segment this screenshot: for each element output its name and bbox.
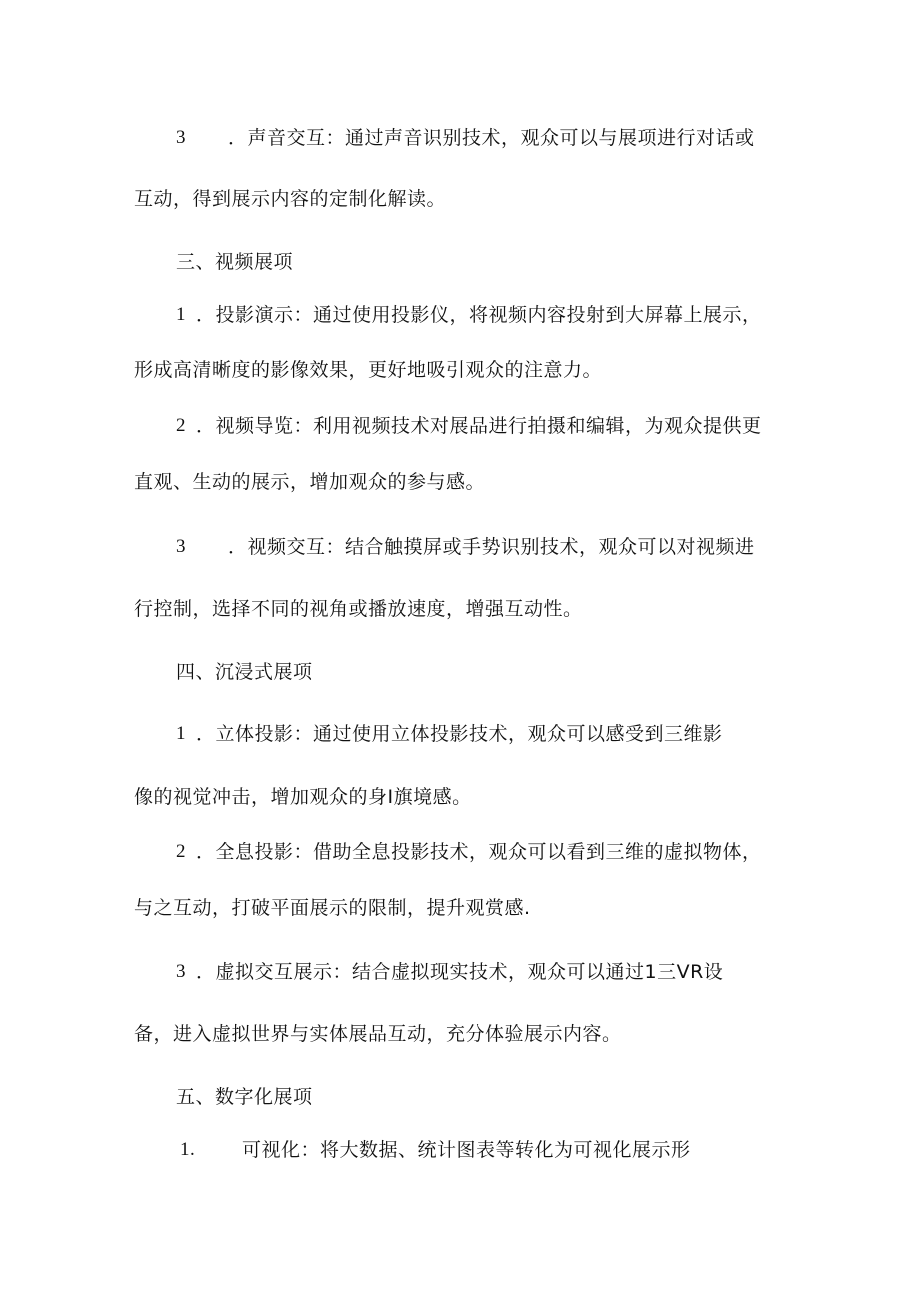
paragraph-line: 互动，得到展示内容的定制化解读。 [134,188,447,210]
paragraph-line: ．虚拟交互展示：结合虚拟现实技术，观众可以通过1三VR设 [196,961,724,983]
item-number: 1 [176,723,186,744]
paragraph-line: ．立体投影：通过使用立体投影技术，观众可以感受到三维影 [196,723,723,745]
paragraph-line: 行控制，选择不同的视角或播放速度，增强互动性。 [134,598,583,620]
paragraph-line: ．视频交互：结合触摸屏或手势识别技术，观众可以对视频进 [228,536,755,558]
item-number: 3 [176,127,186,148]
section-heading: 三、视频展项 [176,251,294,273]
paragraph-line: 备，进入虚拟世界与实体展品互动，充分体验展示内容。 [134,1023,622,1045]
paragraph-line: ．视频导览：利用视频技术对展品进行拍摄和编辑，为观众提供更 [196,415,762,437]
item-number: 1 [176,304,186,325]
paragraph-line: 直观、生动的展示，增加观众的参与感。 [134,471,486,493]
item-number: 1. [180,1139,196,1160]
paragraph-line: 可视化：将大数据、统计图表等转化为可视化展示形 [242,1139,691,1161]
item-number: 2 [176,415,186,436]
item-number: 3 [176,961,186,982]
section-heading: 四、沉浸式展项 [176,661,313,683]
paragraph-line: ．声音交互：通过声音识别技术，观众可以与展项进行对话或 [228,127,755,149]
section-heading: 五、数字化展项 [176,1086,313,1108]
item-number: 3 [176,536,186,557]
paragraph-line: ．投影演示：通过使用投影仪，将视频内容投射到大屏幕上展示， [196,304,762,326]
paragraph-line: 形成高清晰度的影像效果，更好地吸引观众的注意力。 [134,359,603,381]
paragraph-line: 像的视觉冲击，增加观众的身I旗境感。 [134,786,472,808]
paragraph-line: ．全息投影：借助全息投影技术，观众可以看到三维的虚拟物体， [196,841,762,863]
item-number: 2 [176,841,186,862]
paragraph-line: 与之互动，打破平面展示的限制，提升观赏感. [134,897,531,919]
